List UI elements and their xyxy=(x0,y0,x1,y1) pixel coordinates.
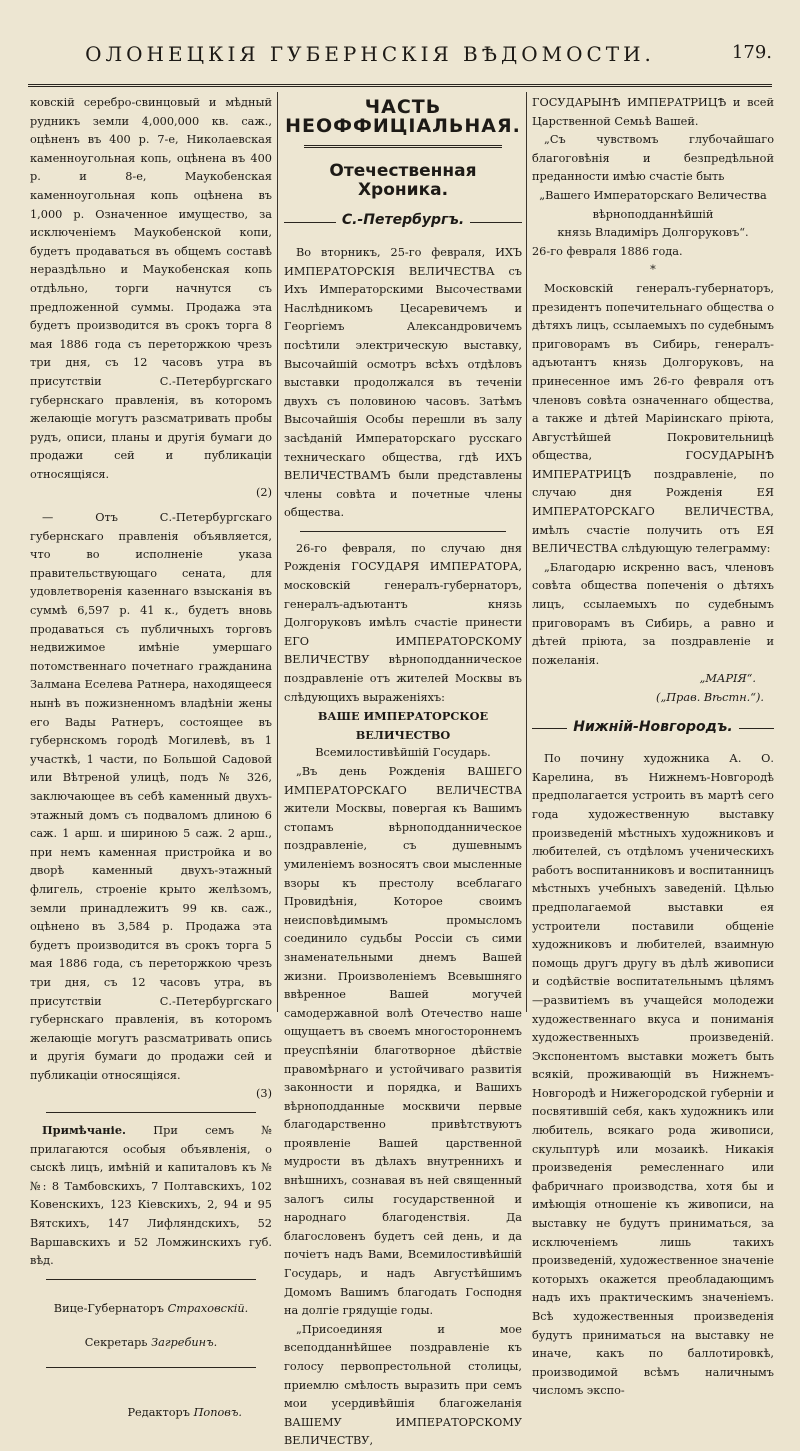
secretary-signature xyxy=(30,1334,272,1353)
column-divider-1 xyxy=(277,92,278,1012)
paragraph: — Отъ С.-Петербургскаго губернскаго правленія объявляется, что во исполненіе указа правительствующаго сената, для удовлетворенія казеннаго взысканія въ суммѣ 6,597 р. 41 к., будетъ вновь продаваться съ публичныхъ торговъ недвижимое имѣніе умершаго потомственнаго почетнаго гражданина Залмана Еселева Ратнера, находящееся нынѣ въ пожизненномъ владѣніи жены его Вады Ратнеръ, состоящее въ губернскомъ городѣ Могилевѣ, въ 1 участкѣ, 1 части, по Большой Садовой или Вѣтреной улицѣ, подъ № 326, заключающее въ себѣ каменный двухъ-этажный домъ съ подваломъ длиною 6 саж. 1 арш. и шириною 5 саж. 2 арш., при немъ каменная пристройка и во дворѣ каменный двухъ-этажный флигель, строеніе крыто желѣзомъ, земли принадлежитъ 99 кв. саж., оцѣнено въ 3,584 р. Продажа эта будетъ производится въ срокъ торга 5 мая 1886 года, съ переторжкою чрезъ три дня, съ 12 часовъ утра, въ присутствіи С.-Петербургскаго губернскаго правленія, въ которомъ желающіе могутъ разсматривать опись и другія бумаги до продажи сей и публикаціи относящіяся. xyxy=(30,511,272,1082)
vice-governor-title: Вице-Губернаторъ xyxy=(53,1301,164,1315)
paragraph-number: (2) xyxy=(255,486,272,500)
secretary-title: Секретарь xyxy=(84,1336,148,1350)
paragraph-number: (3) xyxy=(255,1087,272,1101)
column-3 xyxy=(532,94,774,1398)
editor-signature xyxy=(30,1404,272,1423)
header-rule xyxy=(28,84,772,87)
note-paragraph xyxy=(30,1121,272,1271)
divider xyxy=(46,1112,256,1113)
masthead: ОЛОНЕЦКІЯ ГУБЕРНСКІЯ ВѢДОМОСТИ. xyxy=(85,42,655,66)
section-title: ЧАСТЬ НЕОФФИЦІАЛЬНАЯ. xyxy=(285,96,521,137)
address-line: ВАШЕ ИМПЕРАТОРСКОЕ ВЕЛИЧЕСТВО xyxy=(317,709,489,742)
paragraph: „Благодарю искренно васъ, членовъ совѣта общества попеченія о дѣтяхъ лицъ, ссылаемыхъ по судебнымъ приговорамъ въ Сибирь, а равно и дѣтей пріюта, за поздравленіе и пожеланія. xyxy=(532,560,774,667)
signature-line: князь Владиміръ Долгоруковъ“. xyxy=(557,226,749,240)
editor-title: Редакторъ xyxy=(127,1406,190,1419)
secretary-name: Загребинъ. xyxy=(151,1336,218,1350)
paragraph: 26-го февраля, по случаю дня Рожденія ГОСУДАРЯ ИМПЕРАТОРА, московскій генералъ-губернаторъ, генералъ-адъютантъ князь Долгоруковъ имѣлъ счастіе принести ЕГО ИМПЕРАТОРСКОМУ ВЕЛИЧЕСТВУ вѣрноподданническое поздравленіе отъ жителей Москвы въ слѣдующихъ выраженіяхъ: xyxy=(284,541,522,704)
note-heading: Примѣчаніе. xyxy=(42,1123,126,1138)
source-note: („Прав. Вѣстн.“). xyxy=(656,691,764,704)
chronicle-title: Отечественная Хроника. xyxy=(329,161,477,200)
column-1 xyxy=(30,94,272,1419)
paragraph: Во вторникъ, 25-го февраля, ИХЪ ИМПЕРАТОРСКІЯ ВЕЛИЧЕСТВА съ Ихъ Императорскими Высочествами Наслѣдникомъ Цесаревичемъ и Георгіемъ Александровичемъ посѣтили электрическую выставку, Высочайшій осмотръ всѣхъ отдѣловъ выставки продолжался въ теченіи двухъ съ половиною часовъ. Затѣмъ Высочайшія Особы перешли въ залу засѣданій Императорскаго русскаго техническаго общества, гдѣ ИХЪ ВЕЛИЧЕСТВАМЪ были представлены члены совѣта и почетные члены общества. xyxy=(284,245,522,520)
divider xyxy=(300,531,506,532)
divider xyxy=(46,1279,256,1280)
signature-maria: „МАРІЯ“. xyxy=(699,672,756,686)
paragraph: Московскій генералъ-губернаторъ, президентъ попечительнаго общества о дѣтяхъ лицъ, ссылаемыхъ по судебнымъ приговорамъ въ Сибирь, генералъ-адъютантъ князь Долгоруковъ, на принесенное имъ 26-го февраля отъ членовъ совѣта означеннаго общества, а также и дѣтей Маріинскаго пріюта, Августѣйшей Покровительницѣ общества, ГОСУДАРЫНѢ ИМПЕРАТРИЦѢ поздравленіе, по случаю дня Рожденія ЕЯ ИМПЕРАТОРСКАГО ВЕЛИЧЕСТВА, имѣлъ счастіе получить отъ ЕЯ ВЕЛИЧЕСТВА слѣдующую телеграмму: xyxy=(532,281,774,556)
editor-name: Поповъ. xyxy=(193,1406,242,1419)
paragraph: ГОСУДАРЫНѢ ИМПЕРАТРИЦѢ и всей Царственной Семьѣ Вашей. xyxy=(532,96,774,128)
paragraph: „Съ чувствомъ глубочайшаго благоговѣнія и безпредѣльной преданности имѣю счастіе быть xyxy=(532,133,774,184)
signature-line: „Вашего Императорскаго Величества xyxy=(539,188,767,202)
page-number: 179. xyxy=(731,42,772,63)
column-divider-2 xyxy=(526,92,527,1012)
city-name: С.-Петербургъ. xyxy=(341,212,465,229)
paragraph: По почину художника А. О. Карелина, въ Нижнемъ-Новгородѣ предполагается устроить въ мартѣ сего года художественную выставку произведеній мѣстныхъ художниковъ и любителей, съ отдѣломъ ученическихъ работъ воспитанниковъ и воспитанницъ мѣстныхъ учебныхъ заведеній. Цѣлью предполагаемой выставки ея устроители поставили общеніе художниковъ и любителей, взаимную помощь другъ другу въ дѣлѣ живописи и содѣйствіе воспитательнымъ цѣлямъ—развитіемъ въ учащейся молодежи художественнаго вкуса и пониманія художественныхъ произведеній. Экспонентомъ выставки можетъ быть всякій, проживающій въ Нижнемъ-Новгородѣ и Нижегородской губерніи и посвятившій себя, какъ художникъ или любитель, всякаго рода живописи, скульптурѣ или мозаикѣ. Никакія произведенія ремесленнаго или фабричнаго производства, хотя бы и имѣющія отношеніе къ живописи, на выставку не будутъ приниматься, за исключеніемъ лишь такихъ произведеній, художественное значеніе которыхъ окажется преобладающимъ надъ ихъ практическимъ значеніемъ. Всѣ художественныя произведенія будутъ приниматься на выставку не иначе, какъ по баллотировкѣ, производимой всѣмъ наличнымъ числомъ экспо- xyxy=(532,752,774,1398)
paragraph: „Въ день Рожденія ВАШЕГО ИМПЕРАТОРСКАГО ВЕЛИЧЕСТВА жители Москвы, повергая къ Вашимъ стопамъ вѣрноподданническое поздравленіе, съ душевнымъ умиленіемъ возносятъ свои мысленные взоры къ престолу всеблагаго Провидѣнія, Которое своимъ неисповѣдимымъ промысломъ соединило судьбы Россіи съ сими знаменательными днемъ Вашей жизни. Произволеніемъ Всевышняго ввѣренное Вашей могучей самодержавной волѣ Отечество наше ощущаетъ въ своемъ многостороннемъ преуспѣяніи благотворное дѣйствіе правомѣрнаго и устойчиваго развитія законности и порядка, и Вашихъ вѣрноподданные москвичи первые благодарственно привѣтствуютъ проявленіе Вашей царственной мудрости въ дѣлахъ внутреннихъ и внѣшнихъ, сознавая въ ней священный залогъ силы государственной и народнаго благоденствія. Да благословенъ будетъ сей день, и да почіетъ надъ Вами, Всемилостивѣйшій Государь, и надъ Августѣйшимъ Домомъ Вашимъ благодать Господня на долгіе грядущіе годы. xyxy=(284,765,522,1318)
paragraph: „Присоединяя и мое всеподданнѣйшее поздравленіе къ голосу первопрестольной столицы, приемлю смѣлость выразить при семъ мои усердивѣйшія благожеланія ВАШЕМУ ИМПЕРАТОРСКОМУ ВЕЛИЧЕСТВУ, xyxy=(284,1322,522,1448)
column-2 xyxy=(284,94,522,1448)
vice-governor-name: Страховскій. xyxy=(167,1301,249,1315)
city-heading xyxy=(532,714,774,745)
page-header xyxy=(20,42,780,70)
divider xyxy=(46,1367,256,1368)
signature-line: вѣрноподданнѣйшій xyxy=(592,207,714,221)
paragraph: ковскій серебро-свинцовый и мѣдный рудникъ земли 4,000,000 кв. саж., оцѣненъ въ 400 р. 7-е, Николаевская каменноугольная копь, оцѣнена въ 400 р. и 8-е, Маукобенская каменноугольная копь оцѣнена въ 1,000 р. Означенное имущество, за исключеніемъ Маукобенской копи, будетъ продаваться въ общемъ составѣ нераздѣльно и Маукобенская копь отдѣльно, торги начнутся съ предложенной суммы. Продажа эта будетъ производится въ срокъ торга 8 мая 1886 года съ переторжкою чрезъ три дня, съ 12 часовъ утра въ присутствіи С.-Петербургскаго губернскаго правленія, въ которомъ желающіе могутъ разсматривать пробы рудъ, описи, планы и другія бумаги до продажи сей и публикаціи относящіяся. xyxy=(30,96,272,481)
section-rule xyxy=(304,145,502,148)
address-line: Всемилостивѣйшій Государь. xyxy=(315,746,491,760)
asterism: * xyxy=(650,263,656,277)
city-name: Нижній-Новгородъ. xyxy=(573,718,733,735)
date-line: 26-го февраля 1886 года. xyxy=(532,244,683,258)
city-heading xyxy=(284,207,522,238)
note-text: При семъ № прилагаются особыя объявленія, о сыскѣ лицъ, имѣній и капиталовъ къ №№: 8 Тамбовскихъ, 7 Полтавскихъ, 102 Ковенскихъ, 123 Кіевскихъ, 2, 94 и 95 Вятскихъ, 147 Лифляндскихъ, 52 Варшавскихъ и 52 Ломжинскихъ губ. вѣд. xyxy=(30,1124,272,1268)
vice-governor-signature xyxy=(30,1300,272,1319)
